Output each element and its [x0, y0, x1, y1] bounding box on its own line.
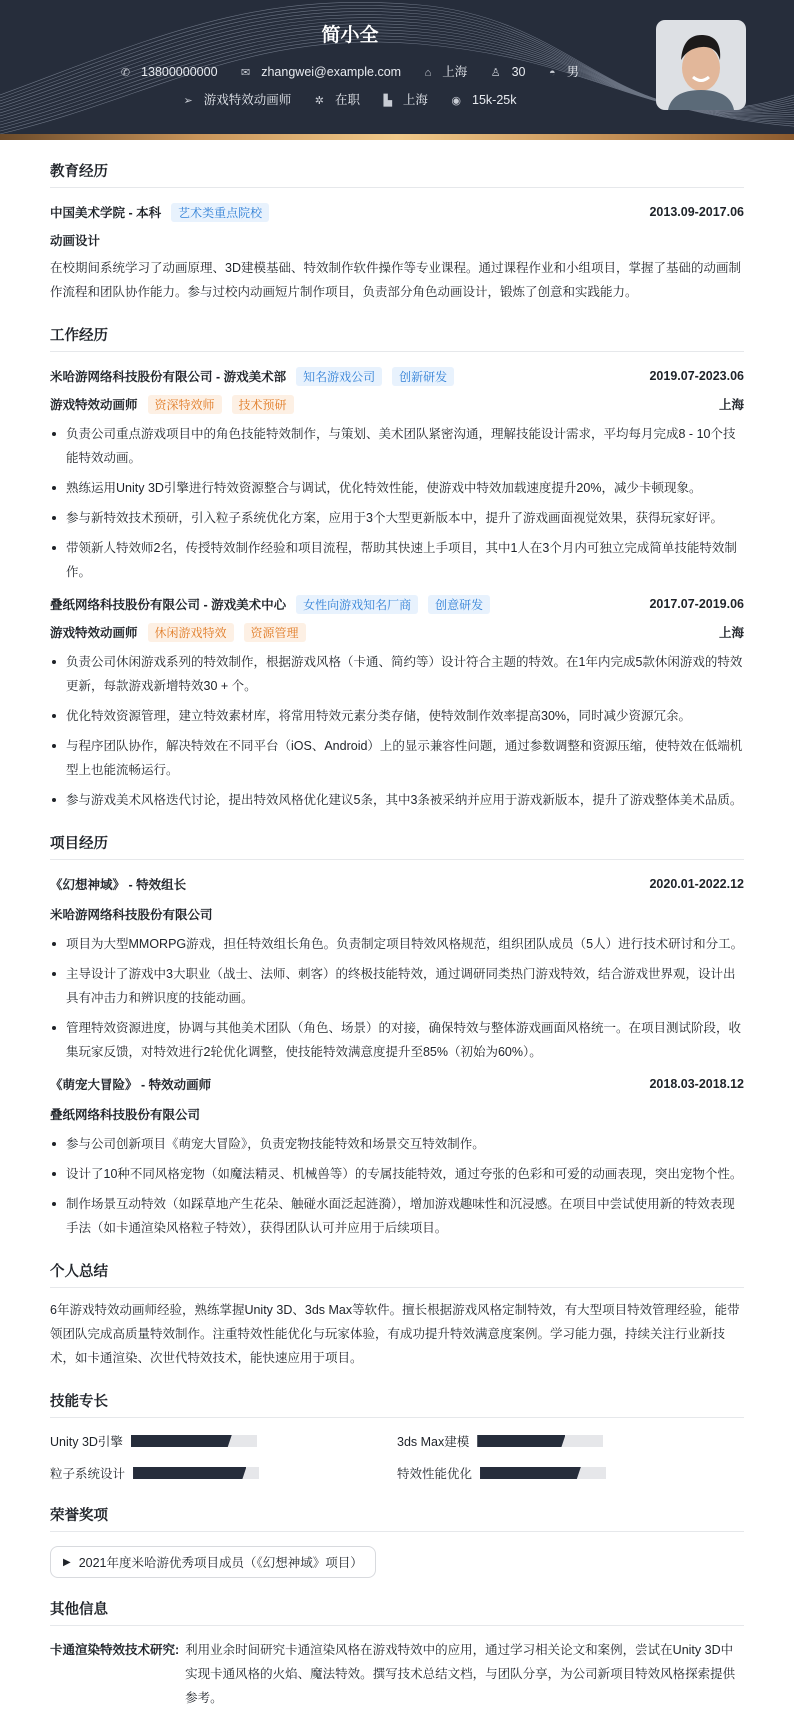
other-value: 利用业余时间研究卡通渲染风格在游戏特效中的应用，通过学习相关论文和案例，尝试在Unity 3D中实现卡通风格的火焰、魔法特效。撰写技术总结文档，与团队分享，为公司新项目特效风格探索提供参考。: [185, 1643, 736, 1705]
project-entry: [50, 872, 744, 1064]
role-line: [50, 392, 744, 416]
phone: 13800000000: [141, 65, 218, 79]
salary: 15k-25k: [472, 93, 517, 107]
work-header: [50, 364, 744, 388]
bullet: 优化特效资源管理，建立特效素材库，将常用特效元素分类存储，使特效制作效率提高30%，同时减少资源冗余。: [50, 704, 744, 728]
company: 叠纸网络科技股份有限公司 - 游戏美术中心: [50, 598, 287, 612]
job-intent-row: [0, 90, 700, 108]
salary-icon: ◉: [451, 95, 462, 107]
disclosure-triangle-icon: ▶: [63, 1556, 71, 1568]
project-bullets: [50, 932, 744, 1064]
bullet: 主导设计了游戏中3大职业（战士、法师、刺客）的终极技能特效，通过调研同类热门游戏特效，结合游戏世界观，设计出具有冲击力和辨识度的技能动画。: [50, 962, 744, 1010]
bullet: 管理特效资源进度，协调与其他美术团队（角色、场景）的对接，确保特效与整体游戏画面风格统一。在项目测试阶段，收集玩家反馈，对特效进行2轮优化调整，使技能特效满意度提升至85%（初始为60%）。: [50, 1016, 744, 1064]
school: 中国美术学院 - 本科: [50, 206, 162, 220]
project-date: 2018.03-2018.12: [649, 1077, 744, 1091]
role-tag: 资深特效师: [148, 395, 222, 414]
age-icon: ♙: [490, 67, 501, 79]
resume-header: [0, 0, 794, 140]
company-tag: 创新研发: [392, 367, 454, 386]
role-tag: 资源管理: [244, 623, 306, 642]
edu-date: 2013.09-2017.06: [649, 205, 744, 219]
send-icon: ➢: [183, 95, 193, 107]
project-header: [50, 872, 744, 896]
bullet: 制作场景互动特效（如踩草地产生花朵、触碰水面泛起涟漪），增加游戏趣味性和沉浸感。在项目中尝试使用新的特效表现手法（如卡通渲染风格粒子特效），获得团队认可并应用于后续项目。: [50, 1192, 744, 1240]
project-bullets: [50, 1132, 744, 1240]
section-title-other: 其他信息: [50, 1598, 744, 1626]
skill-bar: [131, 1435, 257, 1447]
skill-item: [50, 1430, 397, 1452]
section-title-work: 工作经历: [50, 324, 744, 352]
project-entry: [50, 1072, 744, 1240]
work-city: 上海: [718, 626, 744, 640]
bullet: 负责公司重点游戏项目中的角色技能特效制作，与策划、美术团队紧密沟通，理解技能设计需求，平均每月完成8 - 10个技能特效动画。: [50, 422, 744, 470]
candidate-name: 简小全: [321, 25, 379, 46]
work-bullets: [50, 650, 744, 812]
gender: 男: [566, 65, 580, 79]
work-entry: [50, 364, 744, 584]
location: 上海: [442, 65, 468, 79]
work-company-group: [50, 595, 490, 614]
role-line: [50, 620, 744, 644]
section-title-education: 教育经历: [50, 160, 744, 188]
skill-bar-fill: [133, 1467, 246, 1479]
role-tag: 休闲游戏特效: [148, 623, 234, 642]
skill-name: 3ds Max建模: [397, 1435, 470, 1449]
skill-bar: [133, 1467, 259, 1479]
skill-item: [397, 1462, 744, 1484]
skill-item: [397, 1430, 744, 1452]
role-group: [50, 623, 306, 642]
project-company-line: [50, 902, 744, 926]
project-name: 《萌宠大冒险》 - 特效动画师: [50, 1078, 212, 1092]
bullet: 项目为大型MMORPG游戏，担任特效组长角色。负责制定项目特效风格规范，组织团队成员（5人）进行技术研讨和分工。: [50, 932, 744, 956]
section-title-skills: 技能专长: [50, 1390, 744, 1418]
skill-name: Unity 3D引擎: [50, 1435, 123, 1449]
project-company: 叠纸网络科技股份有限公司: [50, 1108, 201, 1122]
bullet: 带领新人特效师2名，传授特效制作经验和项目流程，帮助其快速上手项目，其中1人在3个月内可独立完成简单技能特效制作。: [50, 536, 744, 584]
skill-bar-fill: [477, 1435, 565, 1447]
skill-bar: [480, 1467, 606, 1479]
contact-row: [0, 62, 700, 80]
skill-bar-fill: [131, 1435, 232, 1447]
school-tag: 艺术类重点院校: [171, 203, 269, 222]
company-tag: 女性向游戏知名厂商: [296, 595, 418, 614]
work-city: 上海: [718, 398, 744, 412]
position: 游戏特效动画师: [203, 93, 292, 107]
skill-item: [50, 1462, 397, 1484]
major: 动画设计: [50, 234, 101, 248]
summary-text: 6年游戏特效动画师经验，熟练掌握Unity 3D、3ds Max等软件。擅长根据游戏风格定制特效，有大型项目特效管理经验，能带领团队完成高质量特效制作。注重特效性能优化与玩家体验，有成功提升特效满意度案例。学习能力强，持续关注行业新技术，如卡通渲染、次世代特效技术，能快速应用于项目。: [50, 1303, 740, 1365]
work-date: 2019.07-2023.06: [649, 369, 744, 383]
skill-bar: [477, 1435, 603, 1447]
bullet: 参与游戏美术风格迭代讨论，提出特效风格优化建议5条，其中3条被采纳并应用于游戏新版本，提升了游戏整体美术品质。: [50, 788, 744, 812]
gender-icon: ◓: [548, 67, 556, 79]
bullet: 参与公司创新项目《萌宠大冒险》，负责宠物技能特效和场景交互特效制作。: [50, 1132, 744, 1156]
role-group: [50, 395, 294, 414]
email-icon: ✉: [241, 67, 251, 79]
status-icon: ✲: [314, 95, 324, 107]
skill-name: 特效性能优化: [397, 1467, 473, 1481]
project-company-line: [50, 1102, 744, 1126]
role: 游戏特效动画师: [50, 398, 138, 412]
building-icon: ▙: [383, 95, 392, 107]
bullet: 参与新特效技术预研，引入粒子系统优化方案，应用于3个大型更新版本中，提升了游戏画面视觉效果，获得玩家好评。: [50, 506, 744, 530]
age: 30: [511, 65, 526, 79]
home-icon: ⌂: [424, 67, 432, 79]
company: 米哈游网络科技股份有限公司 - 游戏美术部: [50, 370, 287, 384]
project-header: [50, 1072, 744, 1096]
honor-item[interactable]: [50, 1546, 376, 1578]
email: zhangwei@example.com: [261, 65, 402, 79]
skill-name: 粒子系统设计: [50, 1467, 126, 1481]
bullet: 负责公司休闲游戏系列的特效制作，根据游戏风格（卡通、简约等）设计符合主题的特效。在1年内完成5款休闲游戏的特效更新，每款游戏新增特效30 + 个。: [50, 650, 744, 698]
avatar-photo: [656, 20, 746, 110]
work-header: [50, 592, 744, 616]
status: 在职: [334, 93, 360, 107]
work-date: 2017.07-2019.06: [649, 597, 744, 611]
skill-bar-fill: [480, 1467, 581, 1479]
work-bullets: [50, 422, 744, 584]
section-title-honors: 荣誉奖项: [50, 1504, 744, 1532]
work-entry: [50, 592, 744, 812]
work-company-group: [50, 367, 454, 386]
other-key: 卡通渲染特效技术研究:: [50, 1643, 180, 1657]
bullet: 熟练运用Unity 3D引擎进行特效资源整合与调试，优化特效性能，使游戏中特效加载速度提升20%，减少卡顿现象。: [50, 476, 744, 500]
honor-text: 2021年度米哈游优秀项目成员（《幻想神域》项目）: [78, 1556, 363, 1570]
project-name: 《幻想神域》 - 特效组长: [50, 878, 187, 892]
city: 上海: [402, 93, 428, 107]
bullet: 设计了10种不同风格宠物（如魔法精灵、机械兽等）的专属技能特效，通过夸张的色彩和可爱的动画表现，突出宠物个性。: [50, 1162, 744, 1186]
company-tag: 创意研发: [428, 595, 490, 614]
bullet: 与程序团队协作，解决特效在不同平台（iOS、Android）上的显示兼容性问题，通过参数调整和资源压缩，使特效在低端机型上也能流畅运行。: [50, 734, 744, 782]
section-title-projects: 项目经历: [50, 832, 744, 860]
project-date: 2020.01-2022.12: [649, 877, 744, 891]
section-title-summary: 个人总结: [50, 1260, 744, 1288]
header-accent-bar: [0, 134, 794, 140]
role: 游戏特效动画师: [50, 626, 138, 640]
project-company: 米哈游网络科技股份有限公司: [50, 908, 213, 922]
phone-icon: ✆: [120, 67, 131, 79]
role-tag: 技术预研: [232, 395, 294, 414]
company-tag: 知名游戏公司: [296, 367, 382, 386]
education-desc: 在校期间系统学习了动画原理、3D建模基础、特效制作软件操作等专业课程。通过课程作业和小组项目，掌握了基础的动画制作流程和团队协作能力。参与过校内动画短片制作项目，负责部分角色动画设计，锻炼了创意和实践能力。: [50, 261, 741, 299]
